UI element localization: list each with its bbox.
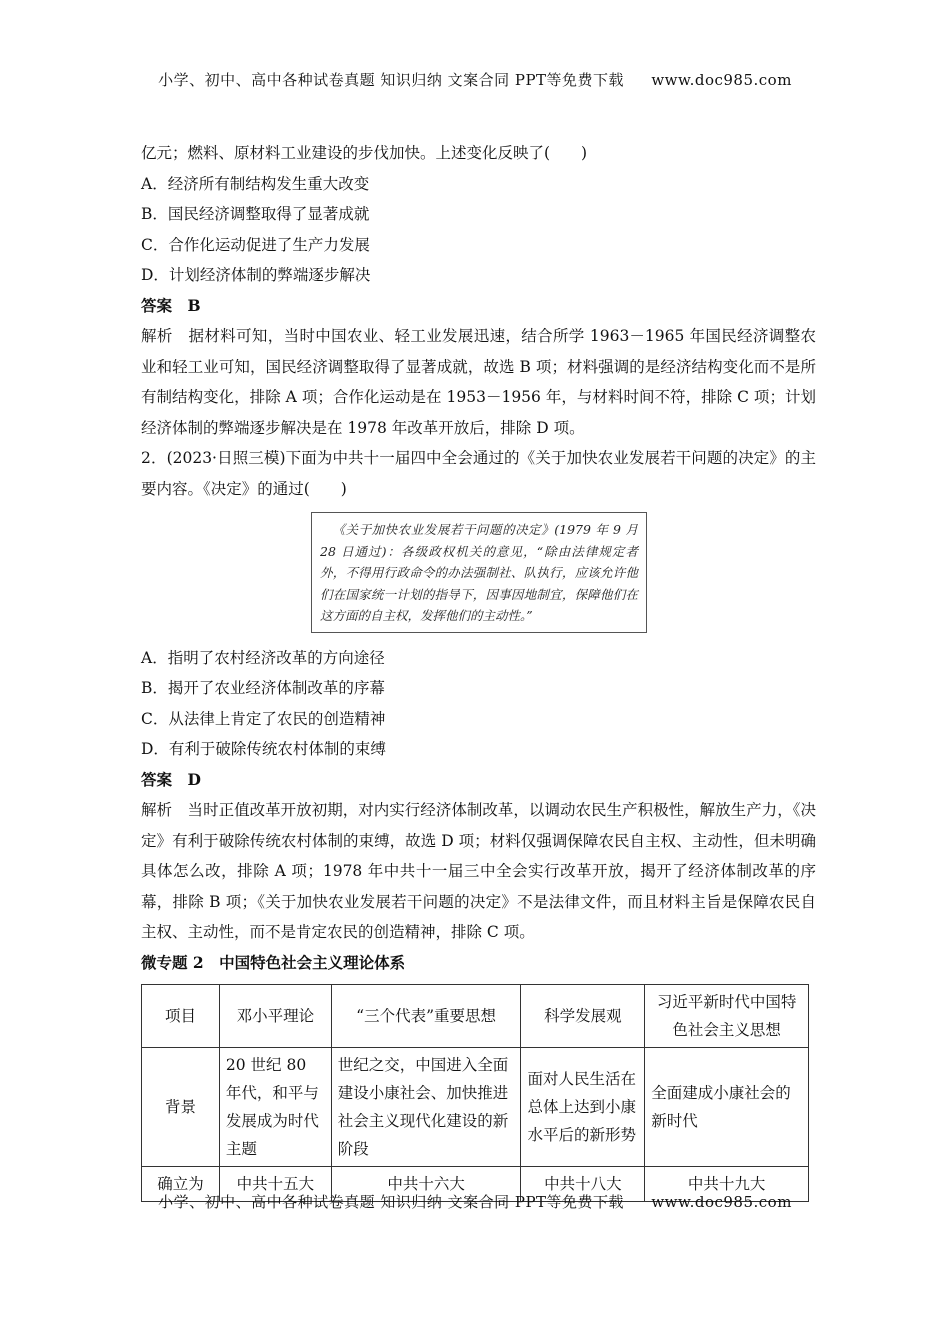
page-footer [0,1191,950,1212]
table-header-cell: 科学发展观 [521,985,645,1048]
table-cell: 20 世纪 80 年代，和平与发展成为时代主题 [219,1048,331,1167]
footer-text: 小学、初中、高中各种试卷真题 知识归纳 文案合同 PPT等免费下载 [158,1193,625,1211]
q2-option-a: A．指明了农村经济改革的方向途径 [141,648,385,667]
q1-stem-tail: 亿元；燃料、原材料工业建设的步伐加快。上述变化反映了( ) [141,144,588,162]
page-header [0,69,950,90]
q2-option-c: C．从法律上肯定了农民的创造精神 [141,709,386,728]
table-cell: 中共十五大 [219,1167,331,1202]
table-cell: 中共十八大 [521,1167,645,1202]
theory-table [141,984,809,1202]
table-header-cell: 邓小平理论 [219,985,331,1048]
table-header-row [142,985,809,1048]
q2-quote-box [311,512,647,633]
table-row [142,1048,809,1167]
table-cell: 全面建成小康社会的新时代 [645,1048,809,1167]
q2-option-b: B．揭开了农业经济体制改革的序幕 [141,679,385,697]
table-cell: 世纪之交，中国进入全面建设小康社会、加快推进社会主义现代化建设的新阶段 [331,1048,521,1167]
q2-analysis: 解析 当时正值改革开放初期，对内实行经济体制改革，以调动农民生产积极性，解放生产力，《决定》有利于破除传统农村体制的束缚，故选 D 项；材料仅强调保障农民自主权、主动性，但未明确具体怎么改，排除 A 项；1978 年中共十一届三中全会实行改革开放，揭开了经济体制改革的序幕，排除 B 项；《关于加快农业发展若干问题的决定》不是法律文件，而且材料主旨是保障农民自主权、主动性，而不是肯定农民的创造精神，排除 C 项。 [141,801,816,941]
table-cell: 背景 [142,1048,220,1167]
footer-site-link[interactable]: www.doc985.com [651,1193,792,1211]
topic-title: 微专题 2 中国特色社会主义理论体系 [141,952,406,972]
q1-analysis: 解析 据材料可知，当时中国农业、轻工业发展迅速，结合所学 1963－1965 年国民经济调整农业和轻工业可知，国民经济调整取得了显著成就，故选 B 项；材料强调的是经济结构变化而不是所有制结构变化，排除 A 项；合作化运动是在 1953－1956 年，与材料时间不符，排除 C 项；计划经济体制的弊端逐步解决是在 1978 年改革开放后，排除 D 项。 [141,327,816,437]
q2-stem: 2．(2023·日照三模)下面为中共十一届四中全会通过的《关于加快农业发展若干问题的决定》的主要内容。《决定》的通过( ) [141,449,816,498]
table-cell: 中共十九大 [645,1167,809,1202]
q1-answer: 答案 B [141,295,201,315]
q1-option-d: D．计划经济体制的弊端逐步解决 [141,266,371,284]
table-cell: 确立为 [142,1167,220,1202]
q1-option-c: C．合作化运动促进了生产力发展 [141,235,370,254]
q2-quote-text: 《关于加快农业发展若干问题的决定》(1979 年 9 月 28 日通过)：各级政权机关的意见，“除由法律规定者外，不得用行政命令的办法强制社、队执行，应该允许他们在国家统一计划的指导下，因事因地制宜，保障他们在这方面的自主权，发挥他们的主动性。” [320,522,638,623]
document-body [141,138,816,1202]
table-header-cell: 习近平新时代中国特色社会主义思想 [645,985,809,1048]
q2-answer: 答案 D [141,769,201,789]
table-header-cell: 项目 [142,985,220,1048]
table-header-cell: “三个代表”重要思想 [331,985,521,1048]
table-cell: 中共十六大 [331,1167,521,1202]
q1-option-a: A．经济所有制结构发生重大改变 [141,174,370,193]
table-cell: 面对人民生活在总体上达到小康水平后的新形势 [521,1048,645,1167]
q2-option-d: D．有利于破除传统农村体制的束缚 [141,740,386,758]
header-site-link[interactable]: www.doc985.com [651,71,792,89]
q1-option-b: B．国民经济调整取得了显著成就 [141,205,370,223]
header-text: 小学、初中、高中各种试卷真题 知识归纳 文案合同 PPT等免费下载 [158,71,625,89]
